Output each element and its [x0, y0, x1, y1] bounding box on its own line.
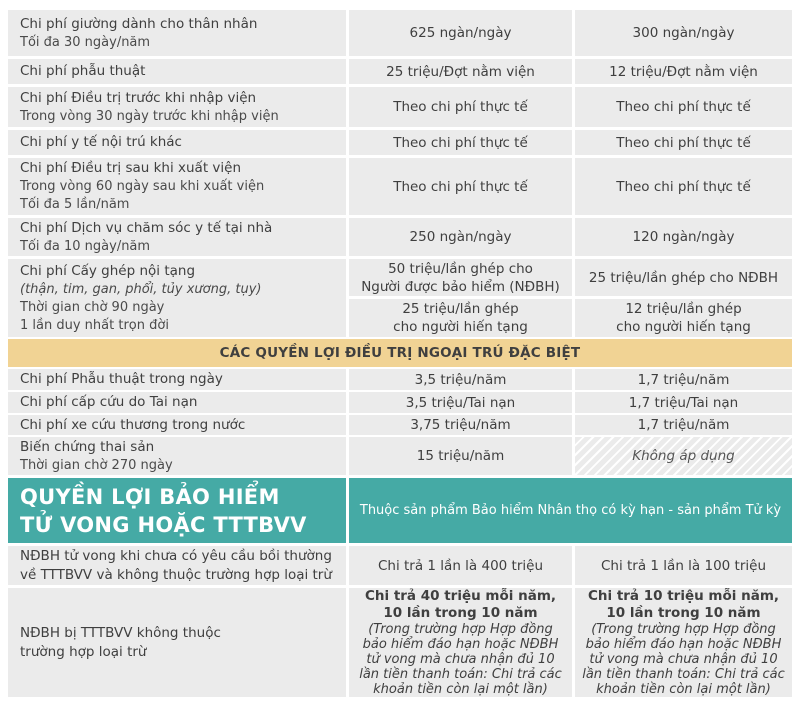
value: Theo chi phí thực tế [393, 178, 528, 195]
row-death-label [8, 546, 346, 585]
row-inpatient-other-label [8, 130, 346, 155]
row-inpatient-other-plan-b [575, 130, 792, 155]
row-accident-emergency-plan-b [575, 392, 792, 413]
value: cho người hiến tạng [616, 319, 751, 335]
value: 10 lần trong 10 năm [383, 605, 538, 621]
row-transplant-insured-plan-a [349, 259, 572, 296]
value: Không áp dụng [632, 448, 735, 464]
row-subtitle: 1 lần duy nhất trọn đời [20, 317, 169, 333]
row-pregnancy-plan-b [575, 437, 792, 475]
value: 250 ngàn/ngày [409, 229, 512, 245]
row-post-hospital-label [8, 158, 346, 215]
value: cho người hiến tạng [393, 319, 528, 335]
note: bảo hiểm đáo hạn hoặc NĐBH [362, 637, 559, 652]
row-death-plan-b [575, 546, 792, 585]
note: bảo hiểm đáo hạn hoặc NĐBH [585, 637, 782, 652]
value: 12 triệu/lần ghép [625, 301, 742, 317]
row-transplant-donor-plan-b [575, 299, 792, 337]
value: Chi trả 1 lần là 100 triệu [600, 557, 766, 574]
row-subtitle: Thời gian chờ 90 ngày [20, 299, 165, 315]
value: 625 ngàn/ngày [409, 25, 512, 41]
value: Chi trả 1 lần là 400 triệu [377, 557, 543, 574]
row-subtitle: Tối đa 10 ngày/năm [20, 238, 151, 254]
value: Chi trả 40 triệu mỗi năm, [364, 588, 557, 604]
value: Theo chi phí thực tế [616, 134, 751, 151]
value: 25 triệu/lần ghép [402, 301, 519, 317]
row-post-hospital-plan-b [575, 158, 792, 215]
row-surgery-plan-a [349, 59, 572, 84]
row-transplant-label [8, 259, 346, 337]
value: 3,5 triệu/Tai nạn [405, 394, 516, 411]
row-day-surgery-plan-b [575, 369, 792, 390]
note: khoản tiền còn lại một lần) [596, 682, 771, 697]
row-title: Chi phí giường dành cho thân nhân [20, 15, 258, 32]
row-subtitle: Trong vòng 60 ngày sau khi xuất viện [20, 179, 265, 194]
note: khoản tiền còn lại một lần) [373, 682, 548, 697]
row-title: Chi phí Phẫu thuật trong ngày [20, 371, 223, 387]
note: (Trong trường hợp Hợp đồng [591, 622, 776, 637]
row-title: Chi phí Cấy ghép nội tạng [20, 262, 196, 279]
row-pre-hospital-label [8, 87, 346, 127]
row-pre-hospital-plan-b [575, 87, 792, 127]
row-title: trường hợp loại trừ [20, 643, 147, 660]
row-accident-emergency-label [8, 392, 346, 413]
row-title: NĐBH bị TTTBVV không thuộc [20, 624, 221, 641]
note: tử vong mà chưa nhận đủ 10 [366, 652, 555, 667]
section-title: TỬ VONG HOẶC TTTBVV [20, 512, 307, 537]
value: 1,7 triệu/năm [637, 371, 730, 388]
value: 3,75 triệu/năm [410, 417, 511, 433]
row-day-surgery-plan-a [349, 369, 572, 390]
row-bed-cost-plan-a [349, 10, 572, 56]
row-bed-cost-label [8, 10, 346, 56]
row-subtitle: Trong vòng 30 ngày trước khi nhập viện [20, 108, 279, 124]
value: 3,5 triệu/năm [414, 371, 507, 388]
row-title: Chi phí cấp cứu do Tai nạn [20, 394, 198, 410]
value: 25 triệu/Đợt nằm viện [386, 63, 535, 80]
row-title: Chi phí Điều trị trước khi nhập viện [20, 89, 257, 106]
row-surgery-label [8, 59, 346, 84]
row-transplant-insured-plan-b [575, 259, 792, 296]
row-title: Chi phí y tế nội trú khác [20, 134, 182, 150]
value: 1,7 triệu/năm [637, 417, 730, 433]
row-title: Chi phí xe cứu thương trong nước [20, 416, 246, 433]
value: 300 ngàn/ngày [632, 25, 735, 41]
row-subtitle: Tối đa 5 lần/năm [20, 197, 130, 212]
death-benefit-header [8, 478, 346, 543]
value: Chi trả 10 triệu mỗi năm, [587, 588, 780, 604]
row-subtitle: Tối đa 30 ngày/năm [20, 34, 151, 50]
row-pregnancy-label [8, 437, 346, 475]
row-organs: (thận, tim, gan, phổi, tủy xương, tụy) [20, 281, 262, 297]
section-title: QUYỀN LỢI BẢO HIỂM [20, 484, 280, 509]
row-ambulance-plan-a [349, 415, 572, 435]
value: 12 triệu/Đợt nằm viện [609, 63, 758, 80]
note: lần tiền thanh toán: Chi trả các [582, 667, 785, 682]
note: (Trong trường hợp Hợp đồng [368, 622, 553, 637]
value: Theo chi phí thực tế [616, 178, 751, 195]
row-title: Chi phí phẫu thuật [20, 63, 146, 79]
value: Theo chi phí thực tế [393, 99, 528, 115]
row-subtitle: Thời gian chờ 270 ngày [20, 457, 173, 473]
row-home-care-plan-b [575, 218, 792, 256]
row-home-care-label [8, 218, 346, 256]
row-surgery-plan-b [575, 59, 792, 84]
value: Người được bảo hiểm (NĐBH) [361, 278, 560, 295]
row-pre-hospital-plan-a [349, 87, 572, 127]
row-accident-emergency-plan-a [349, 392, 572, 413]
value: 10 lần trong 10 năm [606, 605, 761, 621]
row-ambulance-label [8, 415, 346, 435]
value: 120 ngàn/ngày [632, 229, 735, 245]
row-title: về TTTBVV và không thuộc trường hợp loại trừ [20, 566, 332, 583]
row-post-hospital-plan-a [349, 158, 572, 215]
note: lần tiền thanh toán: Chi trả các [359, 667, 562, 682]
row-title: NĐBH tử vong khi chưa có yêu cầu bồi thường [20, 547, 332, 564]
outpatient-section-banner: CÁC QUYỀN LỢI ĐIỀU TRỊ NGOẠI TRÚ ĐẶC BIỆT [8, 339, 792, 367]
section-desc: Thuộc sản phẩm Bảo hiểm Nhân thọ có kỳ hạn - sản phẩm Tử kỳ [359, 502, 782, 518]
row-day-surgery-label [8, 369, 346, 390]
row-death-plan-a [349, 546, 572, 585]
row-home-care-plan-a [349, 218, 572, 256]
row-pregnancy-plan-a [349, 437, 572, 475]
row-disability-plan-b [575, 588, 792, 697]
value: 25 triệu/lần ghép cho NĐBH [588, 269, 779, 286]
row-ambulance-plan-b [575, 415, 792, 435]
death-benefit-desc [349, 478, 792, 543]
value: 1,7 triệu/Tai nạn [628, 394, 739, 411]
value: Theo chi phí thực tế [616, 99, 751, 115]
row-title: Biến chứng thai sản [20, 438, 155, 455]
row-disability-label [8, 588, 346, 697]
row-bed-cost-plan-b [575, 10, 792, 56]
row-transplant-donor-plan-a [349, 299, 572, 337]
value: 15 triệu/năm [416, 448, 505, 464]
value: 50 triệu/lần ghép cho [388, 260, 533, 277]
row-inpatient-other-plan-a [349, 130, 572, 155]
row-title: Chi phí Điều trị sau khi xuất viện [20, 160, 242, 176]
row-title: Chi phí Dịch vụ chăm sóc y tế tại nhà [20, 219, 273, 236]
note: tử vong mà chưa nhận đủ 10 [589, 652, 778, 667]
value: Theo chi phí thực tế [393, 134, 528, 151]
row-disability-plan-a [349, 588, 572, 697]
